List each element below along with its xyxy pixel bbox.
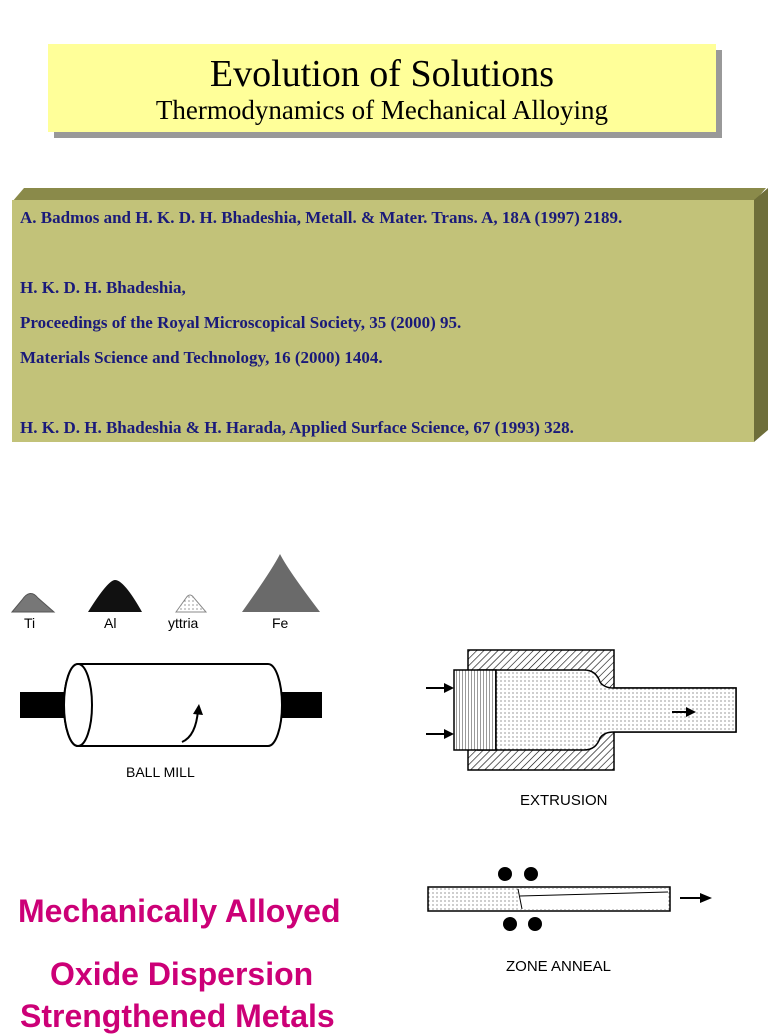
- powder-pile-al: [88, 580, 142, 612]
- zone-anneal: [428, 867, 712, 931]
- ball-mill: [20, 664, 322, 746]
- powder-label-fe: Fe: [272, 615, 289, 631]
- powder-pile-ti: [12, 593, 54, 612]
- references-panel: [12, 200, 754, 442]
- powder-pile-fe: [242, 554, 320, 612]
- reference-2a: Proceedings of the Royal Microscopical Society, 35 (2000) 95.: [20, 313, 462, 332]
- title-box: [48, 44, 716, 132]
- ball-mill-label: BALL MILL: [126, 764, 195, 780]
- extrusion-label: EXTRUSION: [520, 792, 608, 809]
- powder-label-yttria: yttria: [168, 615, 199, 631]
- page-subtitle: Thermodynamics of Mechanical Alloying: [155, 95, 609, 125]
- caption-line-2: Oxide Dispersion: [50, 956, 314, 992]
- reference-3: H. K. D. H. Bhadeshia & H. Harada, Applied Surface Science, 67 (1993) 328.: [20, 418, 574, 437]
- zone-anneal-label: ZONE ANNEAL: [506, 958, 612, 975]
- extrusion-die: [426, 650, 736, 770]
- caption-line-3: Strengthened Metals: [20, 998, 335, 1034]
- powder-pile-yttria: [176, 595, 206, 612]
- page-title: Evolution of Solutions: [209, 53, 555, 95]
- powder-label-al: Al: [104, 615, 117, 631]
- reference-2-author: H. K. D. H. Bhadeshia,: [20, 278, 186, 297]
- mechanical-alloying-diagram: [0, 540, 768, 1010]
- powder-label-ti: Ti: [24, 615, 36, 631]
- reference-1: A. Badmos and H. K. D. H. Bhadeshia, Metall. & Mater. Trans. A, 18A (1997) 2189.: [20, 208, 623, 227]
- reference-2b: Materials Science and Technology, 16 (2000) 1404.: [20, 348, 383, 367]
- ref-panel-bevel-side: [754, 188, 768, 442]
- caption-line-1: Mechanically Alloyed: [18, 893, 341, 929]
